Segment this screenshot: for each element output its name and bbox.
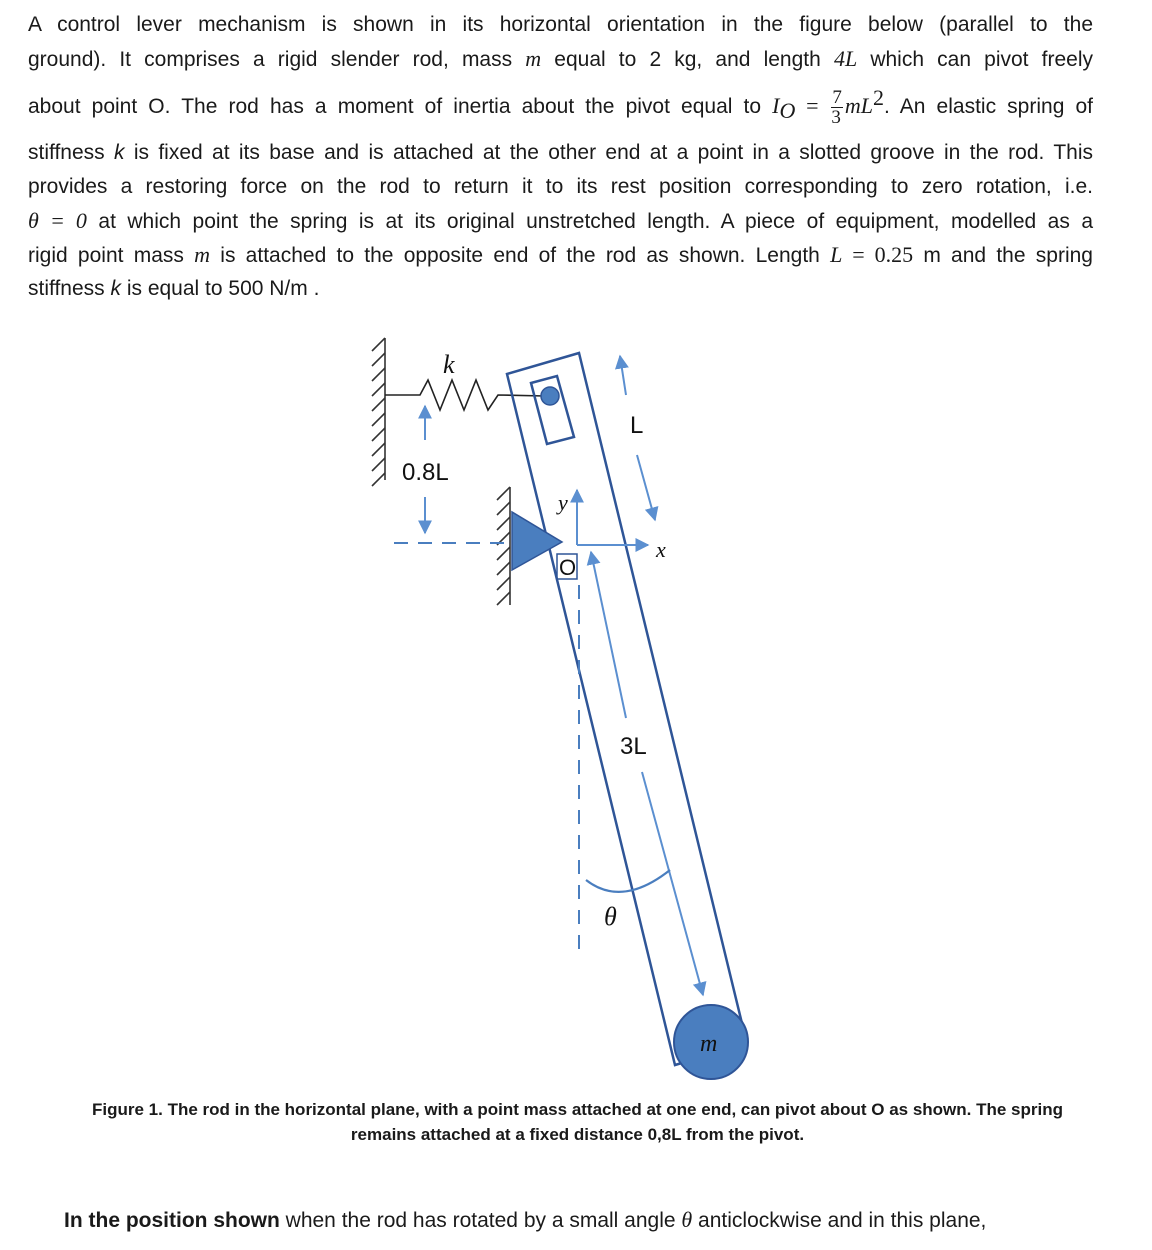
text-run: ground). It comprises a rigid slender rod, mass [28, 48, 526, 71]
text-run: equal to 2 kg, and length [541, 48, 834, 71]
symbol-I: I [772, 93, 780, 118]
value-L: = 0.25 [842, 242, 914, 267]
symbol-k: k [113, 141, 125, 164]
symbol-mL: mL [844, 93, 873, 118]
symbol-I-subscript: O [779, 98, 796, 124]
symbol-L: L [830, 242, 843, 267]
fraction-denominator: 3 [831, 106, 841, 128]
symbol-squared: 2 [872, 85, 884, 110]
angle-label: θ [604, 902, 617, 931]
symbol-k: k [110, 277, 121, 300]
text-run: stiffness [28, 141, 114, 164]
question-lead-in [64, 1207, 986, 1233]
symbol-m: m [525, 46, 542, 71]
problem-line-1 [28, 8, 1093, 42]
rod-slot [531, 376, 574, 444]
lever-mechanism-figure [0, 320, 1152, 1090]
text-run: which can pivot freely [857, 48, 1093, 71]
symbol-theta-zero: θ = 0 [28, 208, 87, 233]
text-run: is fixed at its base and is attached at the other end at a point in a slotted groove in the rod. This [124, 141, 1093, 164]
problem-line-8 [28, 272, 1093, 306]
text-run: is attached to the opposite end of the rod as shown. Length [210, 244, 831, 267]
dim-L-label: L [630, 412, 644, 439]
dim-3L-label: 3L [620, 733, 647, 760]
text-run: A control lever mechanism is shown in its horizontal orientation in the figure below (parallel to the [28, 13, 1093, 36]
problem-line-7 [28, 238, 1093, 272]
spring [385, 380, 545, 410]
symbol-4L: 4L [833, 46, 858, 71]
problem-line-3 [28, 76, 1093, 136]
y-axis-label: y [558, 490, 568, 515]
caption-line-2: remains attached at a fixed distance 0,8L from the pivot. [350, 1125, 805, 1144]
text-run: when the rod has rotated by a small angle [279, 1209, 682, 1232]
symbol-equals: = [795, 93, 830, 118]
dim-L-arrow-down [637, 455, 655, 520]
text-run: m and the spring [913, 244, 1093, 267]
problem-line-4 [28, 136, 1093, 170]
text-run: anticlockwise and in this plane, [692, 1209, 987, 1232]
dim-3L-arrow-up [591, 552, 626, 718]
text-run: about point O. The rod has a moment of inertia about the pivot equal to [28, 95, 773, 118]
question-lead-bold: In the position shown [64, 1209, 280, 1232]
symbol-theta: θ [681, 1207, 693, 1232]
text-run: stiffness [28, 277, 111, 300]
text-run: rigid point mass [28, 244, 195, 267]
text-run: at which point the spring is at its original unstretched length. A piece of equipment, modelled as a [86, 210, 1093, 233]
dim-0.8L-label: 0.8L [402, 459, 449, 486]
pivot-support [512, 512, 562, 570]
problem-line-2 [28, 42, 1093, 76]
text-run: is equal to 500 N/m . [120, 277, 320, 300]
caption-line-1: Figure 1. The rod in the horizontal plane, with a point mass attached at one end, can pivot about O as shown. The spring [92, 1100, 1063, 1119]
problem-statement [28, 8, 1093, 306]
x-axis-label: x [656, 537, 666, 562]
fraction-7-3 [831, 88, 843, 127]
point-mass-label: m [700, 1031, 718, 1057]
fraction-numerator: 7 [832, 86, 842, 108]
spring-wall [372, 338, 385, 486]
text-run: . An elastic spring of [883, 95, 1093, 118]
figure-caption [40, 1097, 1115, 1147]
spring-label: k [443, 350, 455, 379]
pivot-wall [497, 487, 510, 605]
symbol-m: m [194, 242, 211, 267]
rod [507, 353, 747, 1065]
spring-slider-pin [541, 387, 559, 405]
problem-line-6 [28, 204, 1093, 238]
text-run: provides a restoring force on the rod to return it to its rest position corresponding to zero rotation, i.e. [28, 175, 1093, 198]
problem-line-5 [28, 170, 1093, 204]
dim-L-arrow-up [620, 356, 626, 395]
pivot-label: O [559, 555, 577, 580]
